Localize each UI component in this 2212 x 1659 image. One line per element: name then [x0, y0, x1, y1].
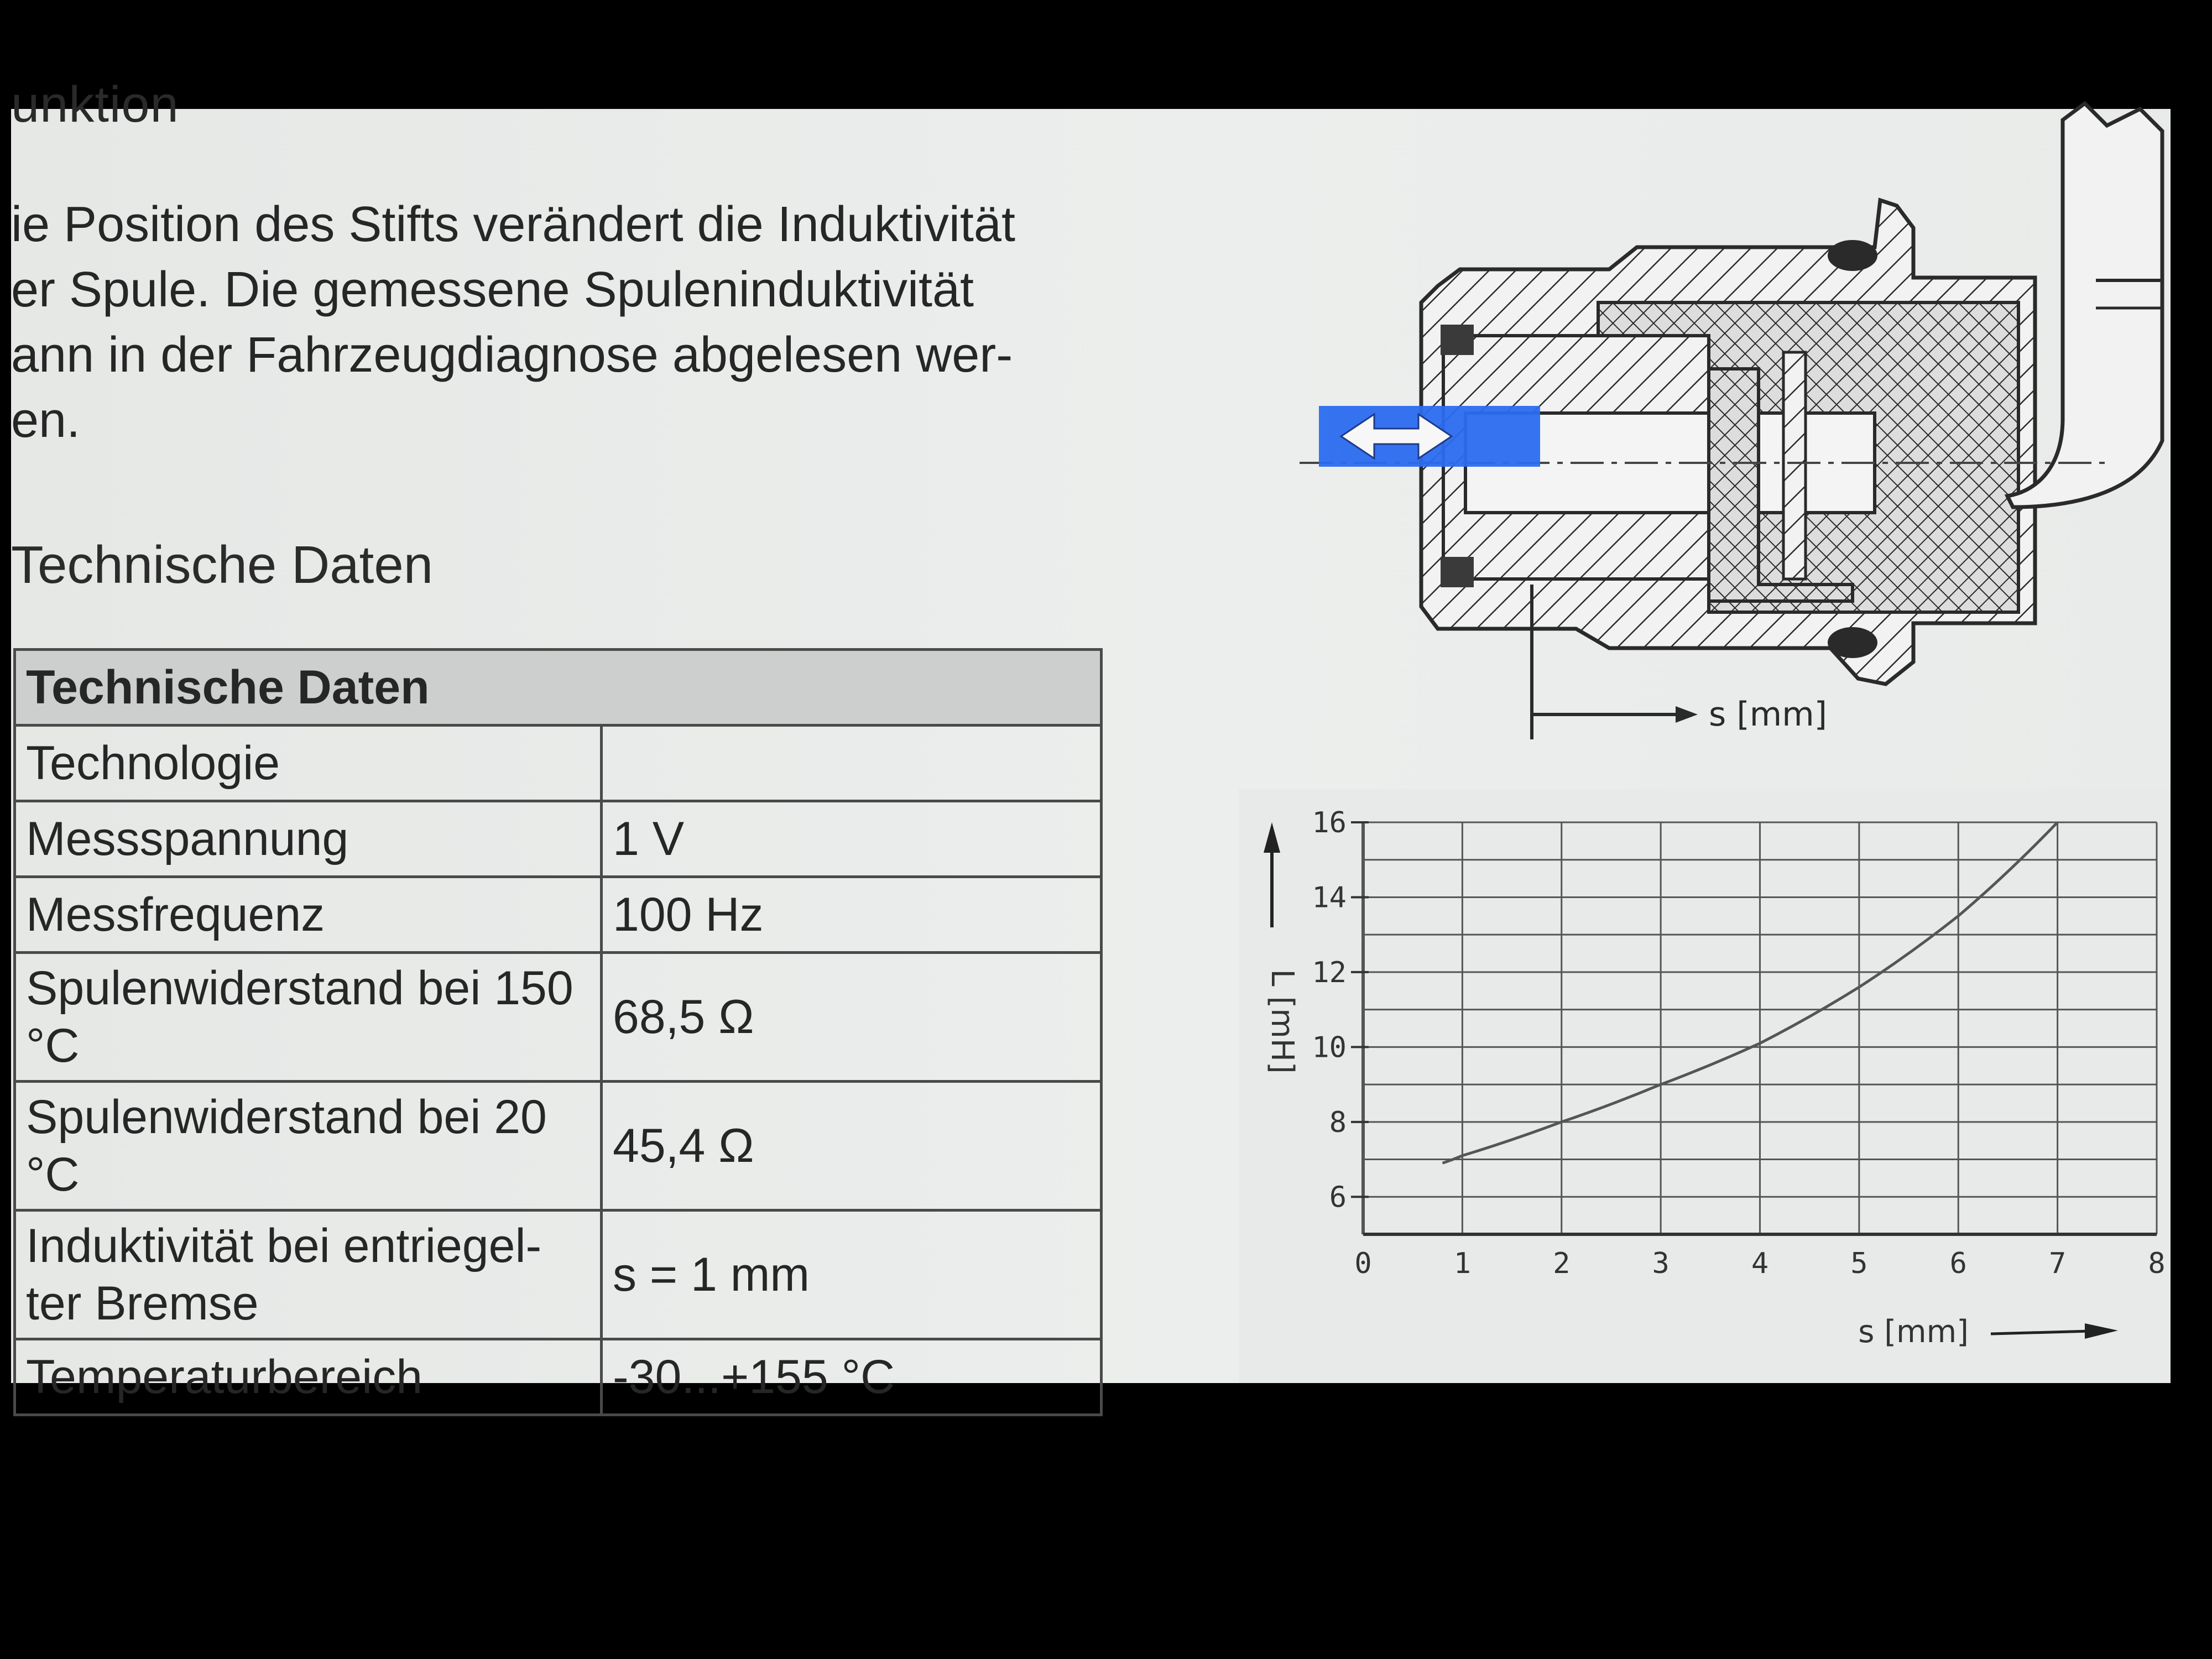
seal-bottom — [1828, 627, 1877, 658]
table-row — [15, 1211, 1102, 1339]
x-tick-label: 3 — [1652, 1247, 1670, 1280]
screen — [11, 76, 2171, 1404]
sensor-cross-section-drawing — [1277, 109, 2171, 767]
row-value: 100 Hz — [602, 877, 1102, 953]
row-value: s = 1 mm — [602, 1211, 1102, 1339]
plunger-ring — [1783, 352, 1806, 579]
seal-left-top — [1441, 325, 1474, 355]
table-row — [15, 953, 1102, 1082]
spec-table — [13, 648, 1103, 1416]
row-value: -30...+155 °C — [602, 1339, 1102, 1415]
x-tick-label: 2 — [1553, 1247, 1571, 1280]
x-tick-label: 7 — [2048, 1247, 2067, 1280]
row-label: Technologie — [15, 726, 602, 801]
y-tick-label: 10 — [1312, 1031, 1347, 1065]
intro-paragraph — [11, 192, 1095, 453]
table-row — [15, 877, 1102, 953]
inductance-chart — [1239, 789, 2171, 1383]
row-label: Temperaturbereich — [15, 1339, 602, 1415]
chart-svg — [1239, 789, 2171, 1383]
table-header: Technische Daten — [15, 650, 1102, 726]
intro-line: ann in der Fahrzeugdiagnose abgelesen wer- — [11, 327, 1013, 383]
dimension-arrowhead — [1676, 706, 1698, 723]
section-heading-fragment: unktion — [11, 76, 179, 133]
row-label: Spulenwiderstand bei 150 °C — [15, 953, 602, 1082]
y-tick-label: 8 — [1329, 1105, 1347, 1139]
x-tick-label: 4 — [1751, 1247, 1769, 1280]
x-tick-label: 1 — [1453, 1247, 1472, 1280]
row-value: 1 V — [602, 801, 1102, 877]
table-row — [15, 726, 1102, 801]
dimension-label: s [mm] — [1709, 695, 1828, 734]
row-value: 68,5 Ω — [602, 953, 1102, 1082]
table-row — [15, 801, 1102, 877]
seal-top — [1828, 240, 1877, 271]
x-tick-label: 5 — [1850, 1247, 1868, 1280]
intro-line: en. — [11, 393, 81, 448]
table-row — [15, 1339, 1102, 1415]
y-axis-arrowhead — [1264, 822, 1280, 853]
table-header-row — [15, 650, 1102, 726]
row-label: Messfrequenz — [15, 877, 602, 953]
y-tick-label: 16 — [1312, 806, 1347, 839]
section-title: Technische Daten — [11, 535, 434, 594]
y-axis-label: L [mH] — [1264, 969, 1300, 1074]
y-tick-label: 14 — [1312, 881, 1347, 915]
row-value: 45,4 Ω — [602, 1082, 1102, 1211]
x-tick-label: 0 — [1354, 1247, 1372, 1280]
table-row — [15, 1082, 1102, 1211]
row-value — [602, 726, 1102, 801]
x-axis-label: s [mm] — [1858, 1314, 1969, 1350]
x-tick-label: 8 — [2148, 1247, 2166, 1280]
row-label: Spulenwiderstand bei 20 °C — [15, 1082, 602, 1211]
x-tick-label: 6 — [1949, 1247, 1967, 1280]
series-line — [1443, 822, 2058, 1163]
seal-left-bottom — [1441, 557, 1474, 587]
intro-line: ie Position des Stifts verändert die Induktivität — [11, 197, 1015, 252]
intro-line: er Spule. Die gemessene Spuleninduktivität — [11, 262, 974, 317]
y-tick-label: 12 — [1312, 956, 1347, 989]
x-axis-arrowhead — [2085, 1323, 2118, 1339]
y-tick-label: 6 — [1329, 1181, 1347, 1214]
x-axis-arrow — [1991, 1331, 2090, 1334]
row-label: Induktivität bei entriegel- ter Bremse — [15, 1211, 602, 1339]
row-label: Messspannung — [15, 801, 602, 877]
